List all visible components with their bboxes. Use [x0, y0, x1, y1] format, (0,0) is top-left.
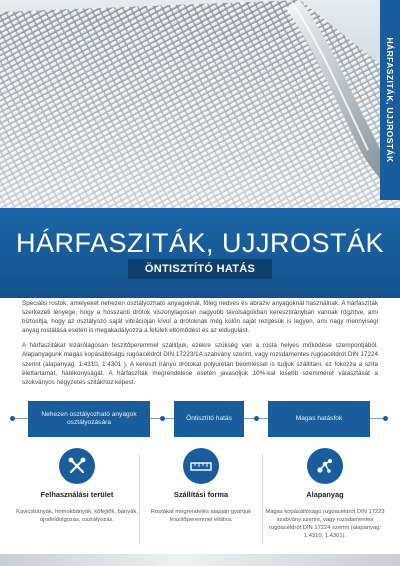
- footer-strip: [0, 554, 400, 566]
- ruler-icon: [183, 448, 219, 484]
- feature-text: Kavicsbányák, homokbányák, kőfejtők, bányák, újrafeldolgozás, osztályozás.: [16, 509, 138, 523]
- flow-dot: [160, 416, 165, 421]
- title-band: [0, 208, 400, 298]
- flow-dot: [254, 416, 259, 421]
- paragraph-intro: Speciális rostok, amelyeket nehezen osztályozható anyagoknál, főleg nedves és abraziv anyagoknál használnak. A hárfaszíták szerkezeti lényege, hogy a hosszanti drótok viszonylagosan nagyobb távolságokban keresztirányban vannak rögzítve, ami biztosítja, hogy az osztályozó saját vibrációján kívül a drótoknak még külön saját rezgésük is legyen, ami nagy mennyiségi anyag rostálása esetén is megakadályozza a felületi eltömődést és az eldugulást.: [22, 300, 378, 335]
- feature-heading: Felhasználási terület: [40, 490, 114, 499]
- flow-box-2: Öntisztító hatás: [174, 401, 244, 437]
- flow-box-3: Magas hatásfok: [268, 401, 370, 437]
- feature-delivery: [136, 448, 266, 524]
- feature-text: Magas kopásállóságú rugóacéldrót DIN 17223 szabvány szerint, vagy rozsdamentes rugóacéldrót DIN 17224 szerint (alapanyag: 1.4310, 1.4301).: [265, 509, 385, 539]
- harp-screen-illustration: [0, 0, 400, 208]
- flow-dot: [10, 416, 15, 421]
- feature-text: Rostákat megrendelés alapján gyártjuk feszítőperemmel ellátva.: [150, 509, 252, 523]
- paragraph-details: A hárfaszitákat kizárólagosan feszítőperemmel szállítjuk, ezekre szükség van a rosta helyes működése szempontjából. Alapanyagunk magas kopásállóságú rugóacéldrót DIN 17223/1A szabvány szerint, vagy rozsdamentes rugóacéldrót DIN 17224 szerint (alapanyag: 1.4310, 1.4301 ). A kereszt irányú drótokat polyuretán beömléssel is tudjuk szállítani, ez fokozza a szíta élettartamát, hatékonyságát. A hárfaszíták megrendelése esetén javasoljuk 10%-kal kisebb szemméret választását a szokványos négyzetes szitákhoz képest.: [22, 342, 378, 386]
- flow-box-1: Nehezen osztályozható anyagok osztályozására: [28, 401, 150, 437]
- subtitle-badge: ÖNTISZTÍTÓ HATÁS: [128, 259, 272, 279]
- feature-usage: [12, 448, 142, 524]
- feature-heading: Alapanyag: [306, 490, 344, 499]
- feature-columns: [0, 448, 400, 548]
- hero-photo: [0, 0, 400, 208]
- molecule-icon: [307, 448, 343, 484]
- side-tab: [380, 0, 400, 200]
- flow-dot: [383, 416, 388, 421]
- tools-icon: [59, 448, 95, 484]
- feature-heading: Szállítási forma: [173, 490, 229, 499]
- benefit-flow: [0, 396, 400, 440]
- feature-material: [260, 448, 390, 540]
- side-tab-label: HÁRFASZITÁK, UJJROSTÁK: [385, 37, 395, 163]
- page-title: HÁRFASZITÁK, UJJROSTÁK: [15, 228, 385, 258]
- body-text: [22, 299, 378, 393]
